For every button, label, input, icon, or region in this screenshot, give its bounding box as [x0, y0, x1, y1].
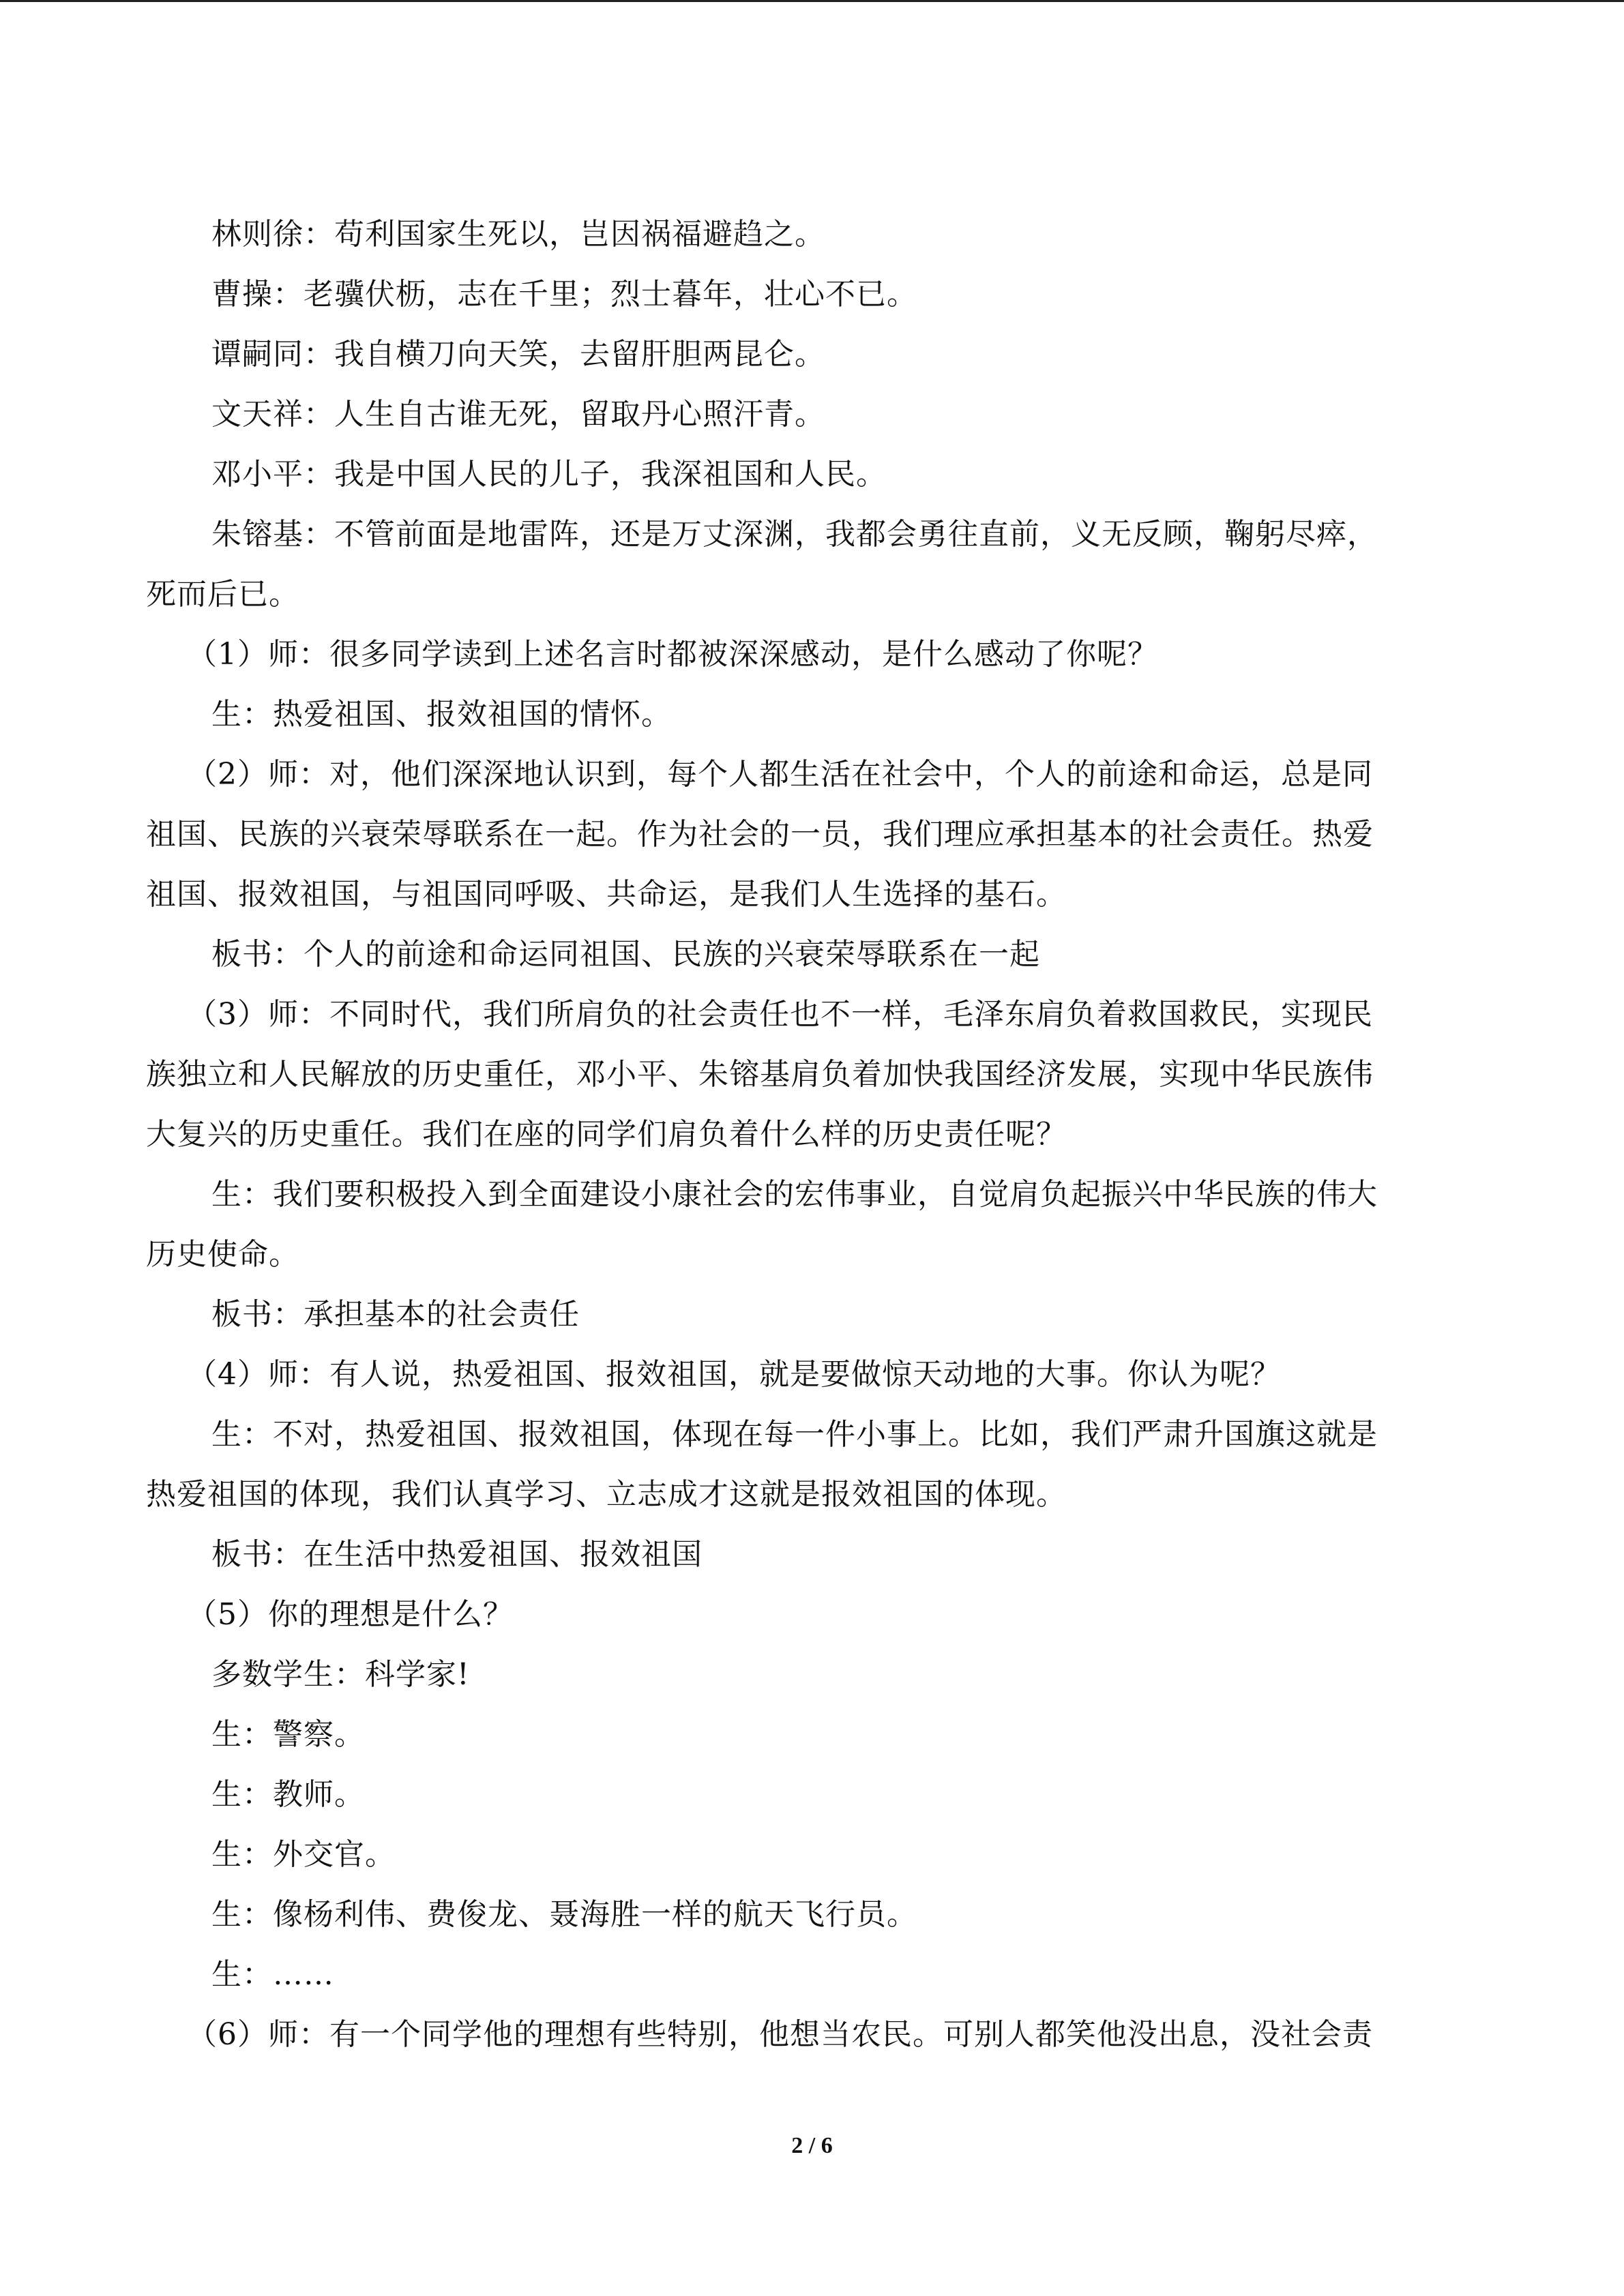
student-answer: 生：警察。	[211, 1717, 365, 1752]
teacher-question-2-cont: 祖国、民族的兴衰荣辱联系在一起。作为社会的一员，我们理应承担基本的社会责任。热爱	[146, 817, 1374, 852]
quote-zhu-rongji: 朱镕基：不管前面是地雷阵，还是万丈深渊，我都会勇往直前，义无反顾，鞠躬尽瘁，	[211, 517, 1378, 552]
quote-cao-cao: 曹操：老骥伏枥，志在千里；烈士暮年，壮心不已。	[211, 277, 917, 312]
student-answer-cont: 热爱祖国的体现，我们认真学习、立志成才这就是报效祖国的体现。	[146, 1477, 1067, 1512]
teacher-question-5: （5）你的理想是什么？	[187, 1597, 514, 1632]
blackboard-note: 板书：个人的前途和命运同祖国、民族的兴衰荣辱联系在一起	[211, 937, 1040, 972]
quote-tan-sitong: 谭嗣同：我自横刀向天笑，去留肝胆两昆仑。	[211, 337, 825, 372]
page-top-border	[0, 0, 1624, 2]
teacher-question-1: （1）师：很多同学读到上述名言时都被深深感动，是什么感动了你呢？	[187, 637, 1158, 672]
teacher-question-3-cont: 族独立和人民解放的历史重任，邓小平、朱镕基肩负着加快我国经济发展，实现中华民族伟	[146, 1057, 1374, 1092]
student-answer: 生：我们要积极投入到全面建设小康社会的宏伟事业，自觉肩负起振兴中华民族的伟大	[211, 1177, 1378, 1212]
blackboard-note: 板书：在生活中热爱祖国、报效祖国	[211, 1537, 703, 1572]
quote-wen-tianxiang: 文天祥：人生自古谁无死，留取丹心照汗青。	[211, 397, 825, 432]
student-answer: 生：外交官。	[211, 1837, 396, 1872]
student-answer: 生：……	[211, 1957, 334, 1992]
page-number: 2 / 6	[791, 2133, 833, 2158]
student-answer: 多数学生：科学家!	[211, 1657, 470, 1692]
teacher-question-3: （3）师：不同时代，我们所肩负的社会责任也不一样，毛泽东肩负着救国救民，实现民	[187, 997, 1373, 1032]
teacher-question-6: （6）师：有一个同学他的理想有些特别，他想当农民。可别人都笑他没出息，没社会责	[187, 2017, 1373, 2052]
student-answer-cont: 历史使命。	[146, 1237, 299, 1272]
student-answer: 生：教师。	[211, 1777, 365, 1812]
teacher-question-2-cont: 祖国、报效祖国，与祖国同呼吸、共命运，是我们人生选择的基石。	[146, 877, 1067, 912]
teacher-question-4: （4）师：有人说，热爱祖国、报效祖国，就是要做惊天动地的大事。你认为呢？	[187, 1357, 1281, 1392]
document-body	[146, 205, 1483, 2065]
student-answer: 生：不对，热爱祖国、报效祖国，体现在每一件小事上。比如，我们严肃升国旗这就是	[211, 1417, 1378, 1452]
teacher-question-2: （2）师：对，他们深深地认识到，每个人都生活在社会中，个人的前途和命运，总是同	[187, 757, 1373, 792]
quote-lin-zexu: 林则徐：苟利国家生死以，岂因祸福避趋之。	[211, 217, 825, 252]
quote-deng-xiaoping: 邓小平：我是中国人民的儿子，我深祖国和人民。	[211, 457, 887, 492]
student-answer: 生：热爱祖国、报效祖国的情怀。	[211, 697, 672, 732]
student-answer: 生：像杨利伟、费俊龙、聂海胜一样的航天飞行员。	[211, 1897, 917, 1932]
blackboard-note: 板书：承担基本的社会责任	[211, 1297, 580, 1332]
quote-zhu-rongji-cont: 死而后已。	[146, 577, 299, 612]
teacher-question-3-cont: 大复兴的历史重任。我们在座的同学们肩负着什么样的历史责任呢？	[146, 1117, 1067, 1152]
